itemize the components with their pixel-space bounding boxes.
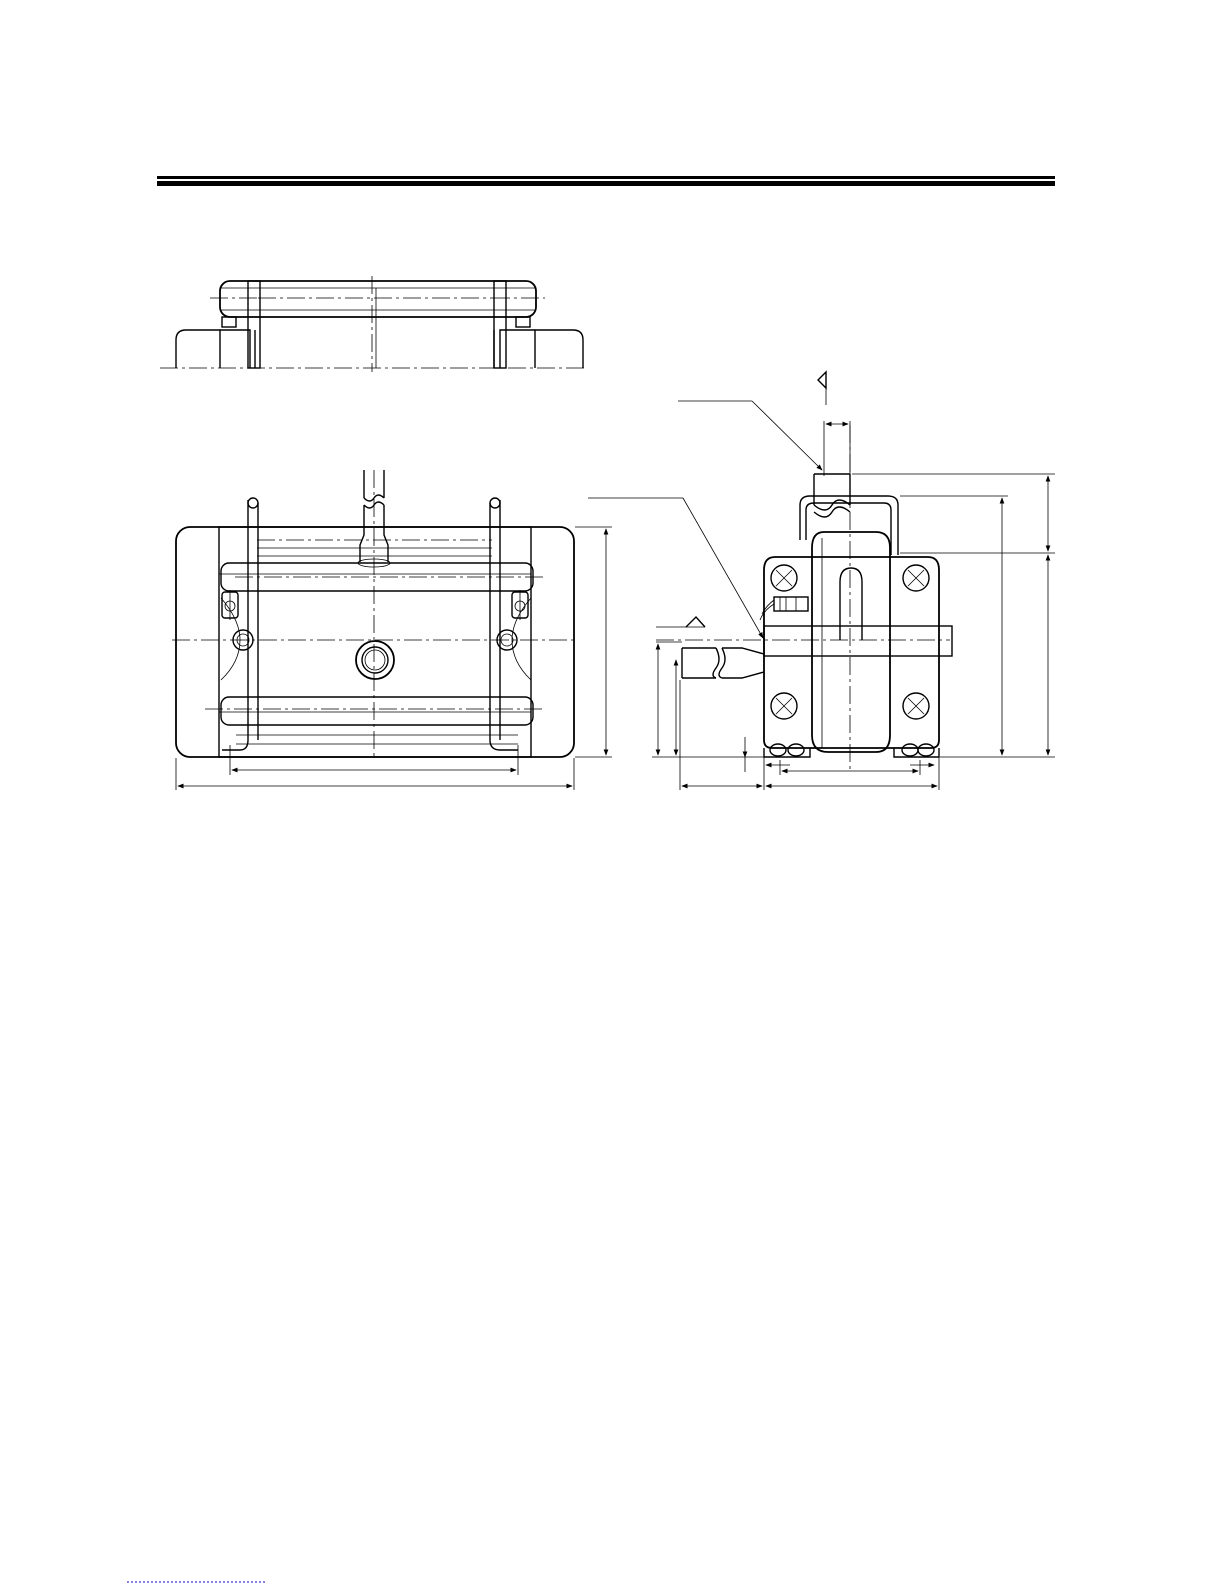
side-view-drawing: [652, 372, 1055, 790]
top-view-drawing: [160, 276, 588, 372]
bolt-left-icon: [222, 590, 238, 620]
header-double-rule: [157, 176, 1055, 186]
front-view-drawing: [172, 470, 763, 790]
